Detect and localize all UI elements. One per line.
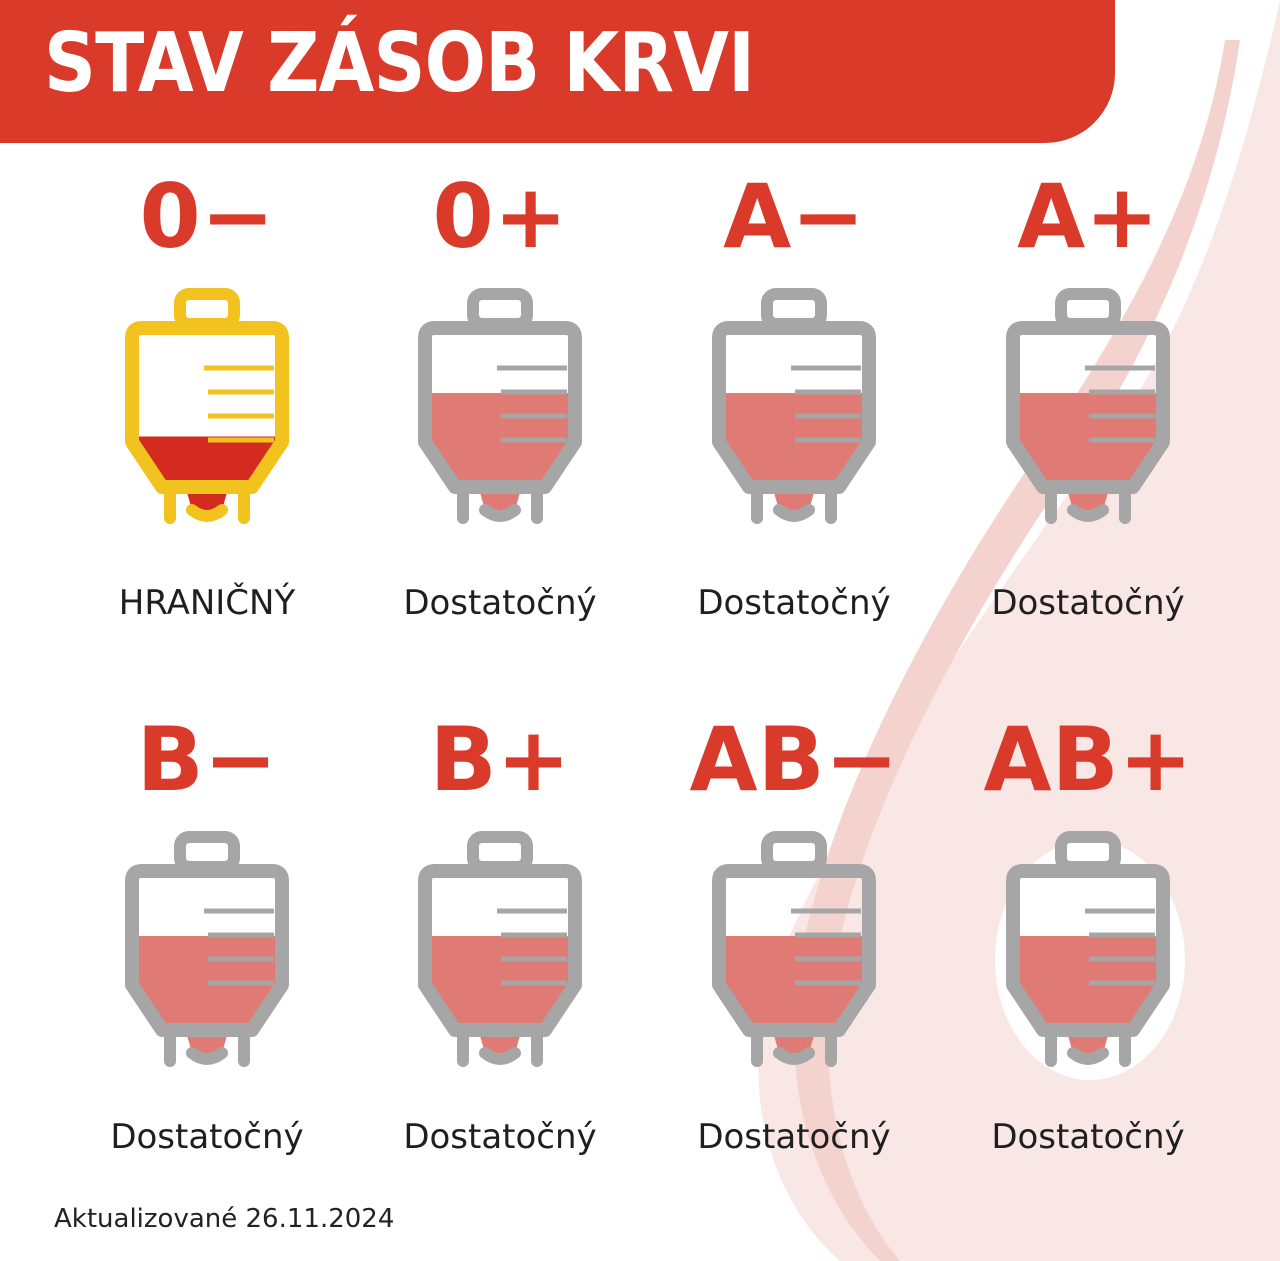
stock-status-label: Dostatočný (697, 583, 891, 623)
stock-status-label: HRANIČNÝ (118, 583, 296, 623)
blood-bag-icon (699, 825, 889, 1075)
title-banner (0, 0, 1115, 143)
blood-type-card-a-pos (953, 165, 1223, 652)
bag-port-center (485, 1053, 515, 1059)
stock-status-label: Dostatočný (991, 1117, 1185, 1157)
bag-port-center (485, 510, 515, 516)
blood-bag-icon (405, 825, 595, 1075)
bag-hanger (180, 294, 234, 324)
bag-hanger (473, 294, 527, 324)
bag-hanger (1061, 837, 1115, 867)
blood-type-card-a-neg (659, 165, 929, 652)
blood-type-label: A− (723, 165, 865, 268)
stock-status-label: Dostatočný (991, 583, 1185, 623)
bag-port-center (779, 510, 809, 516)
bag-hanger (1061, 294, 1115, 324)
blood-type-card-0-pos (365, 165, 635, 652)
blood-type-card-b-pos (365, 708, 635, 1195)
page-title: STAV ZÁSOB KRVI (44, 16, 755, 111)
bag-hanger (180, 837, 234, 867)
last-updated-text: Aktualizované 26.11.2024 (54, 1204, 395, 1234)
bag-port-center (1073, 1053, 1103, 1059)
blood-type-label: 0+ (432, 165, 568, 268)
bag-hanger (473, 837, 527, 867)
bag-port-center (779, 1053, 809, 1059)
blood-bag-icon (993, 825, 1183, 1075)
blood-type-card-ab-neg (659, 708, 929, 1195)
bag-port-center (192, 1053, 222, 1059)
blood-bag-icon (112, 825, 302, 1075)
blood-type-label: B− (136, 708, 278, 811)
blood-type-label: B+ (429, 708, 571, 811)
blood-type-card-b-neg (72, 708, 342, 1195)
stock-status-label: Dostatočný (403, 1117, 597, 1157)
bag-port-center (192, 510, 222, 516)
blood-type-label: AB− (689, 708, 899, 811)
blood-bag-icon (993, 282, 1183, 532)
stock-status-label: Dostatočný (697, 1117, 891, 1157)
blood-bag-icon (112, 282, 302, 532)
blood-type-card-ab-pos (953, 708, 1223, 1195)
blood-type-label: AB+ (983, 708, 1193, 811)
bag-port-center (1073, 510, 1103, 516)
stock-status-label: Dostatočný (403, 583, 597, 623)
bag-hanger (767, 837, 821, 867)
blood-type-label: A+ (1017, 165, 1159, 268)
bag-hanger (767, 294, 821, 324)
blood-type-label: 0− (139, 165, 275, 268)
blood-bag-icon (699, 282, 889, 532)
blood-bag-icon (405, 282, 595, 532)
stock-status-label: Dostatočný (110, 1117, 304, 1157)
blood-type-card-0-neg (72, 165, 342, 652)
